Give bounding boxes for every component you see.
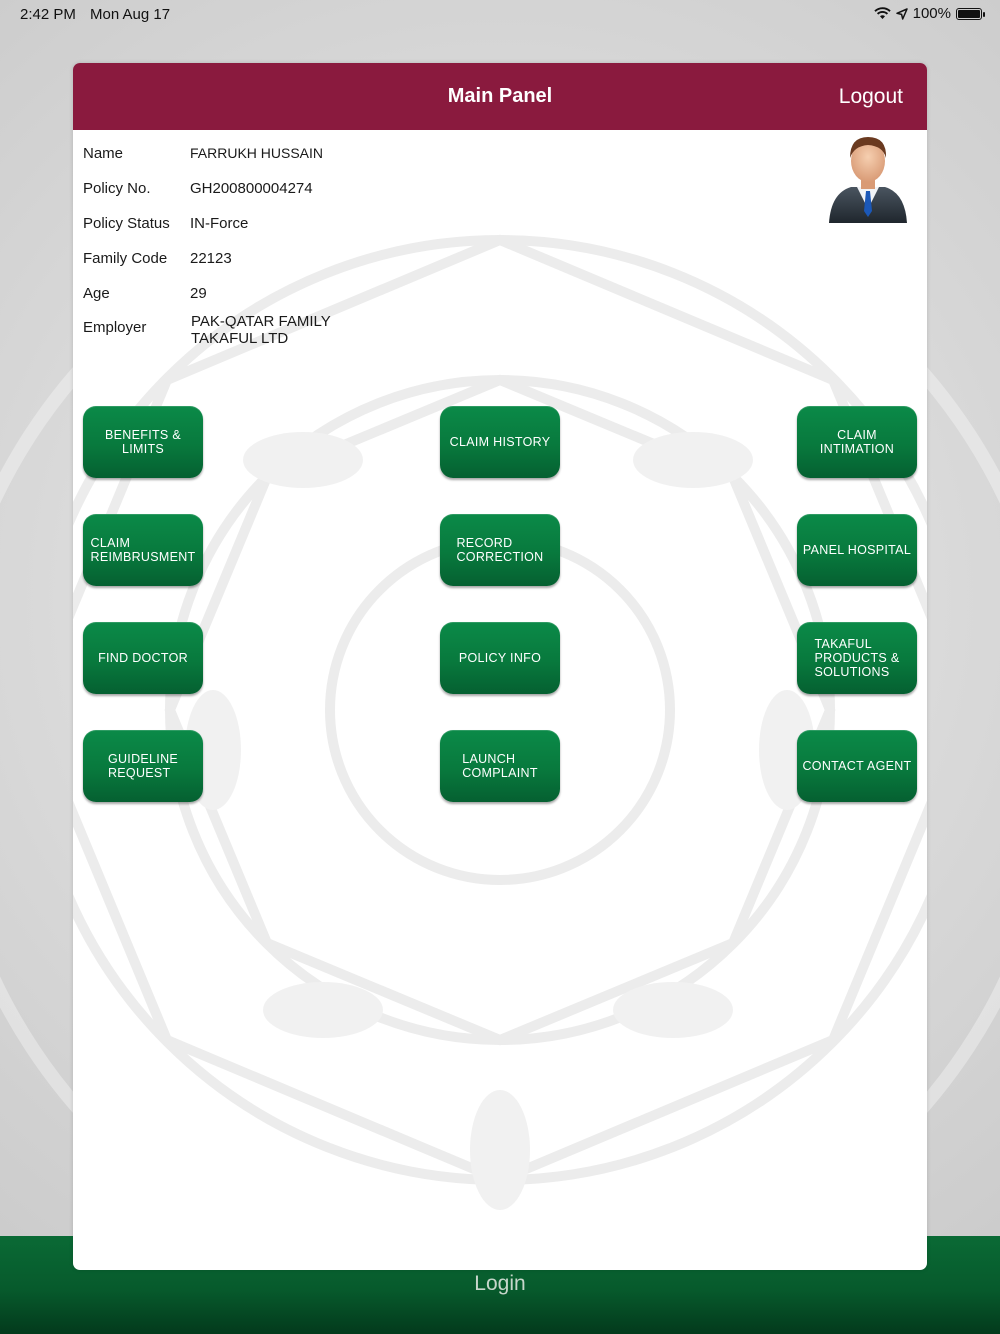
- panel-hospital-button[interactable]: [797, 514, 917, 586]
- name-value: FARRUKH HUSSAIN: [190, 145, 324, 161]
- status-indicators: [874, 5, 982, 22]
- employer-value-line1: PAK-QATAR FAMILY: [191, 313, 331, 330]
- status-date: Mon Aug 17: [90, 6, 171, 23]
- takaful-products-line3: SOLUTIONS: [814, 665, 890, 679]
- benefits-limits-button[interactable]: [83, 406, 203, 478]
- age-value: 29: [190, 285, 207, 302]
- claim-history-button[interactable]: [440, 406, 560, 478]
- claim-reimbursment-button[interactable]: [83, 514, 203, 586]
- claim-intimation-button[interactable]: [797, 406, 917, 478]
- policy-status-value: IN-Force: [190, 215, 249, 232]
- battery-level: [958, 10, 980, 18]
- family-code-label: Family Code: [83, 250, 168, 267]
- status-time: 2:42 PM: [20, 6, 76, 23]
- claim-reimbursment-line1: CLAIM: [90, 536, 131, 550]
- login-link[interactable]: Login: [474, 1272, 526, 1295]
- claim-intimation-label: CLAIM INTIMATION: [819, 428, 895, 456]
- battery-percent: 100%: [912, 5, 951, 22]
- panel-hospital-label: PANEL HOSPITAL: [802, 543, 912, 557]
- launch-complaint-label: [462, 752, 538, 780]
- contact-agent-label: CONTACT AGENT: [802, 759, 912, 773]
- location-arrow-icon: [896, 8, 908, 20]
- status-bar: [0, 0, 1000, 30]
- find-doctor-label: FIND DOCTOR: [98, 651, 188, 665]
- policy-info-button[interactable]: [440, 622, 560, 694]
- page-title: Main Panel: [447, 85, 553, 107]
- takaful-products-label: [815, 637, 900, 679]
- guideline-request-button[interactable]: [83, 730, 203, 802]
- takaful-products-line2: PRODUCTS &: [814, 651, 900, 665]
- battery-icon: [956, 8, 982, 20]
- logout-button[interactable]: Logout: [838, 85, 903, 108]
- guideline-request-line1: GUIDELINE: [107, 752, 179, 766]
- wifi-icon: [874, 7, 891, 20]
- record-correction-line2: CORRECTION: [456, 550, 544, 564]
- launch-complaint-line1: LAUNCH: [462, 752, 516, 766]
- family-code-value: 22123: [190, 250, 232, 267]
- guideline-request-line2: REQUEST: [107, 766, 171, 780]
- businessman-avatar-icon: [825, 131, 911, 225]
- claim-reimbursment-label: [91, 536, 196, 564]
- record-correction-button[interactable]: [440, 514, 560, 586]
- main-panel-card: [73, 63, 927, 1270]
- guideline-request-label: [108, 752, 178, 780]
- panel-header: [73, 63, 927, 130]
- name-label: Name: [83, 145, 124, 162]
- age-label: Age: [83, 285, 110, 302]
- claim-reimbursment-line2: REIMBRUSMENT: [90, 550, 196, 564]
- takaful-products-button[interactable]: [797, 622, 917, 694]
- policy-info-label: POLICY INFO: [458, 651, 542, 665]
- policy-no-label: Policy No.: [83, 180, 151, 197]
- benefits-limits-label: BENEFITS & LIMITS: [105, 428, 181, 456]
- employer-value: [191, 313, 331, 347]
- contact-agent-button[interactable]: [797, 730, 917, 802]
- claim-history-label: CLAIM HISTORY: [449, 435, 551, 449]
- employer-value-line2: TAKAFUL LTD: [191, 330, 289, 347]
- record-correction-line1: RECORD: [456, 536, 513, 550]
- record-correction-label: [456, 536, 543, 564]
- policy-status-label: Policy Status: [83, 215, 170, 232]
- find-doctor-button[interactable]: [83, 622, 203, 694]
- takaful-products-line1: TAKAFUL: [814, 637, 872, 651]
- policy-no-value: GH200800004274: [190, 180, 313, 197]
- employer-label: Employer: [83, 319, 147, 336]
- launch-complaint-line2: COMPLAINT: [462, 766, 538, 780]
- launch-complaint-button[interactable]: [440, 730, 560, 802]
